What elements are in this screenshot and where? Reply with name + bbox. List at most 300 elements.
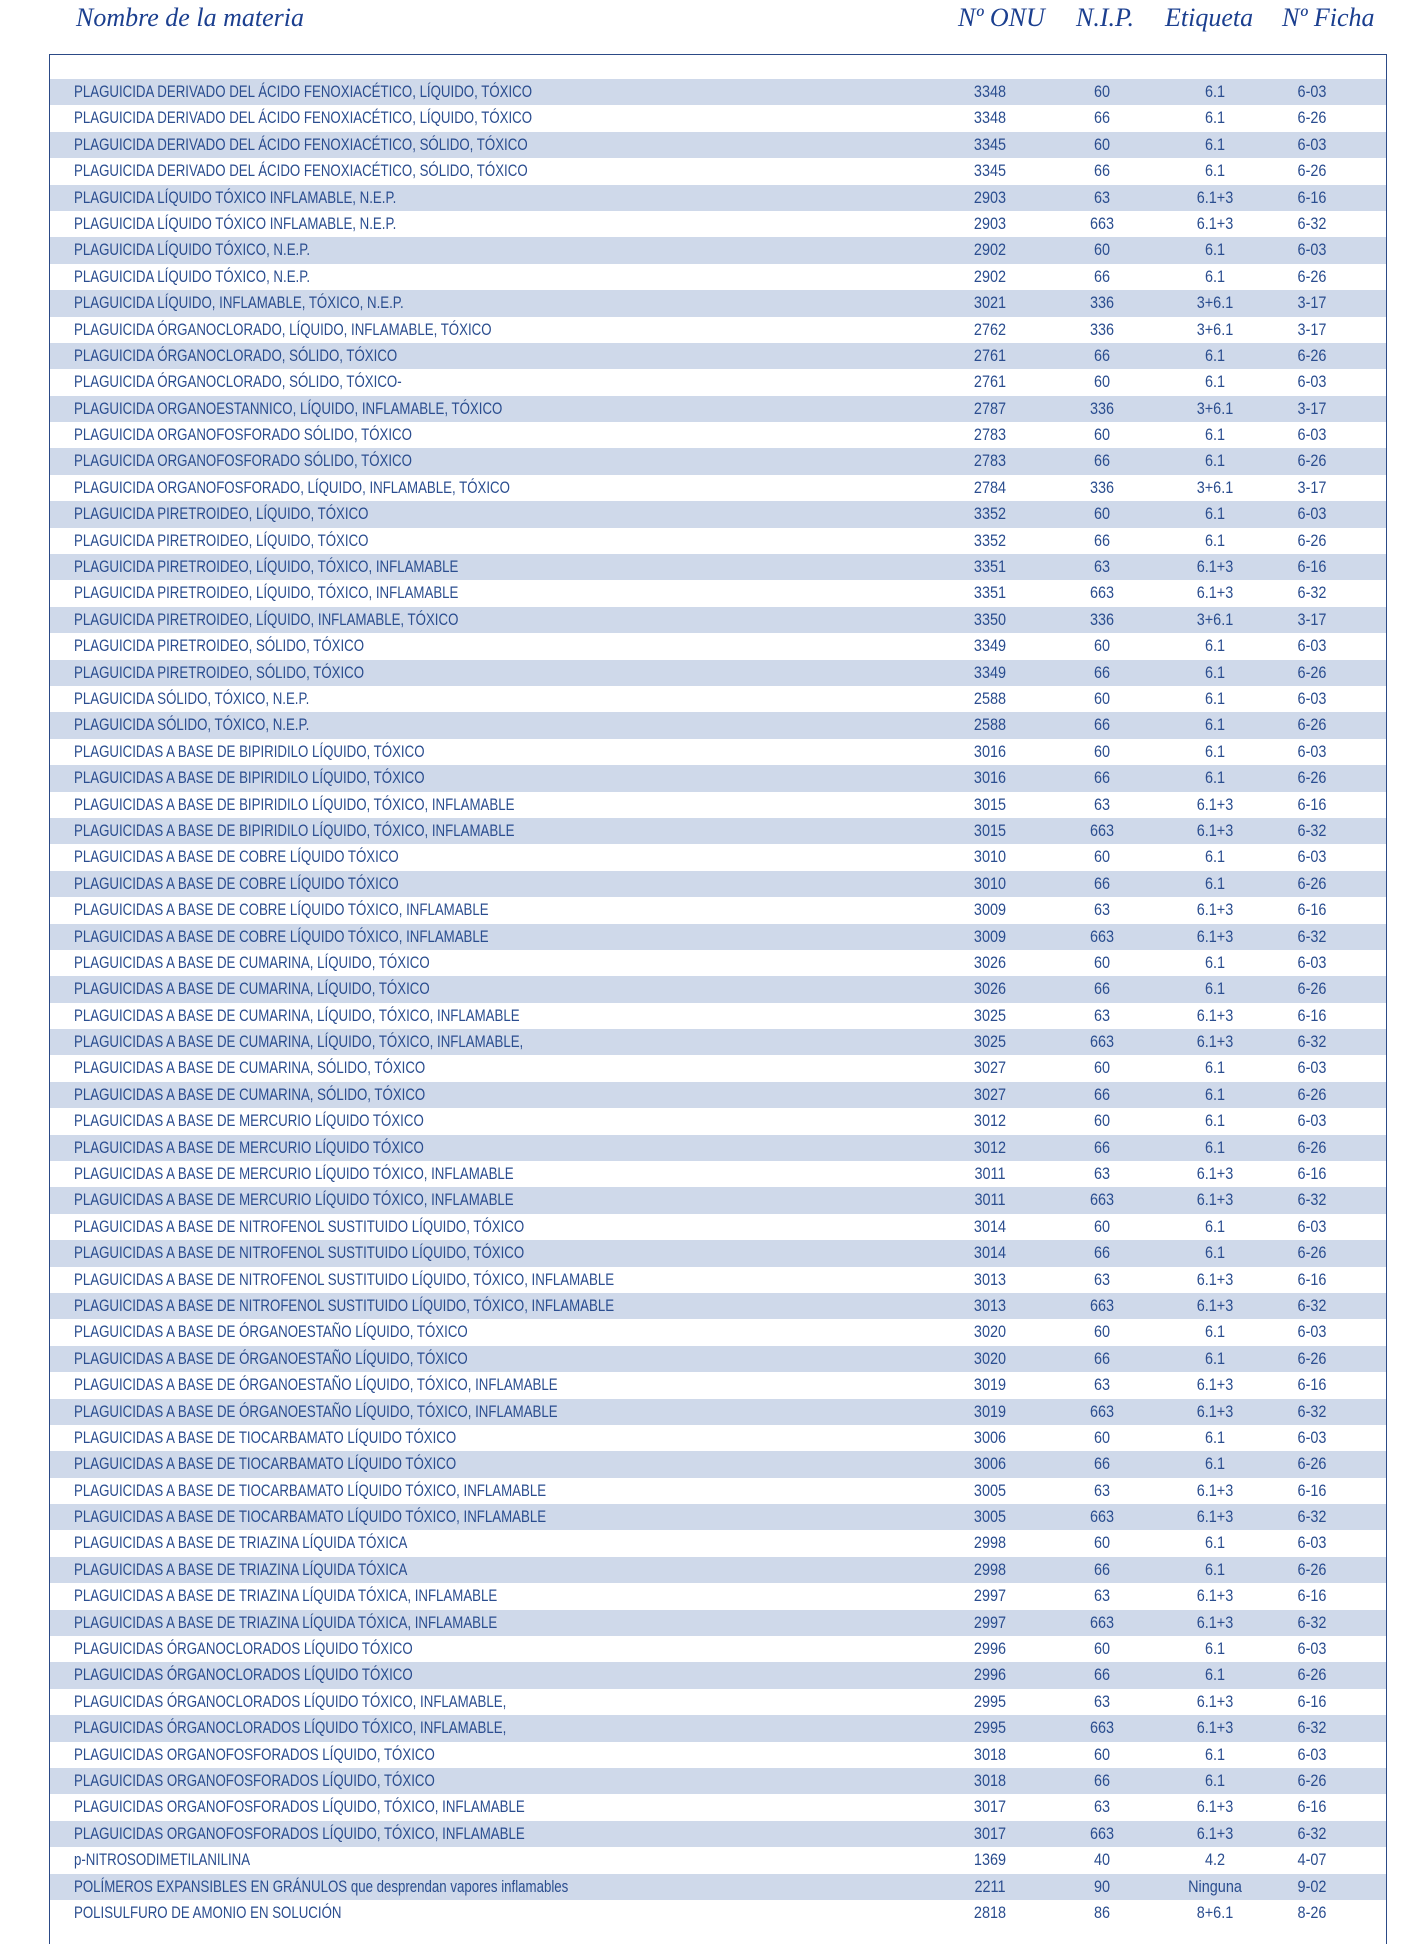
cell-ficha: 6-26 [1297, 768, 1327, 788]
cell-ficha: 6-26 [1297, 1665, 1327, 1685]
cell-etiqueta: 6.1 [1204, 108, 1226, 128]
cell-name: PLAGUICIDAS A BASE DE MERCURIO LÍQUIDO TÓXICO, INFLAMABLE [74, 1190, 514, 1210]
cell-etiqueta: 6.1+3 [1196, 1586, 1234, 1606]
cell-etiqueta: 3+6.1 [1196, 477, 1234, 497]
cell-onu: 3020 [973, 1348, 1007, 1368]
cell-name: PLAGUICIDAS A BASE DE BIPIRIDILO LÍQUIDO, TÓXICO [74, 768, 425, 788]
cell-ficha: 6-32 [1297, 1401, 1327, 1421]
cell-nip: 66 [1093, 1559, 1111, 1579]
cell-nip: 60 [1093, 82, 1111, 101]
cell-etiqueta: 6.1+3 [1196, 1691, 1234, 1711]
cell-name: PLAGUICIDAS A BASE DE TIOCARBAMATO LÍQUIDO TÓXICO, INFLAMABLE [74, 1480, 547, 1500]
cell-name: PLAGUICIDAS A BASE DE ÓRGANOESTAÑO LÍQUIDO, TÓXICO [74, 1348, 468, 1368]
cell-ficha: 6-16 [1297, 557, 1327, 577]
cell-etiqueta: 6.1 [1204, 266, 1226, 286]
table-row [50, 317, 1386, 343]
cell-ficha: 6-26 [1297, 1559, 1327, 1579]
cell-name: PLAGUICIDAS ÓRGANOCLORADOS LÍQUIDO TÓXICO, INFLAMABLE, [74, 1718, 507, 1738]
cell-name: PLAGUICIDA ORGANOFOSFORADO, LÍQUIDO, INFLAMABLE, TÓXICO [74, 477, 510, 497]
table-row [50, 1821, 1386, 1847]
cell-ficha: 6-32 [1297, 1032, 1327, 1052]
cell-onu: 2902 [973, 240, 1007, 260]
cell-nip: 663 [1089, 926, 1115, 946]
cell-nip: 663 [1089, 1295, 1115, 1315]
cell-nip: 63 [1093, 794, 1111, 814]
cell-etiqueta: 6.1+3 [1196, 1295, 1234, 1315]
cell-ficha: 6-03 [1297, 134, 1327, 154]
cell-nip: 66 [1093, 873, 1111, 893]
cell-ficha: 6-16 [1297, 1691, 1327, 1711]
table-row [50, 660, 1386, 686]
cell-onu: 3018 [973, 1771, 1007, 1790]
cell-ficha: 6-32 [1297, 583, 1327, 603]
cell-nip: 63 [1093, 557, 1111, 577]
cell-onu: 3010 [973, 847, 1007, 867]
cell-nip: 66 [1093, 1243, 1111, 1263]
cell-ficha: 3-17 [1297, 398, 1327, 418]
cell-onu: 2903 [973, 213, 1007, 233]
table-row [50, 633, 1386, 659]
cell-nip: 63 [1093, 1005, 1111, 1025]
table-row [50, 1055, 1386, 1081]
cell-onu: 3016 [973, 741, 1007, 761]
cell-name: PLAGUICIDA ÓRGANOCLORADO, SÓLIDO, TÓXICO [74, 345, 398, 365]
cell-nip: 663 [1089, 1612, 1115, 1632]
table-row [50, 554, 1386, 580]
cell-ficha: 6-16 [1297, 1586, 1327, 1606]
cell-etiqueta: 6.1 [1204, 1348, 1226, 1368]
cell-etiqueta: 6.1 [1204, 1322, 1226, 1342]
cell-etiqueta: 6.1+3 [1196, 1032, 1234, 1052]
cell-name: PLAGUICIDAS A BASE DE CUMARINA, LÍQUIDO, TÓXICO [74, 952, 430, 972]
cell-onu: 2588 [973, 688, 1007, 708]
cell-etiqueta: 6.1 [1204, 530, 1226, 550]
table-row [50, 1372, 1386, 1398]
cell-etiqueta: 6.1 [1204, 847, 1226, 867]
cell-name: PLAGUICIDA DERIVADO DEL ÁCIDO FENOXIACÉTICO, LÍQUIDO, TÓXICO [74, 108, 533, 128]
cell-nip: 66 [1093, 108, 1111, 128]
cell-ficha: 8-26 [1297, 1902, 1327, 1922]
cell-onu: 3013 [973, 1295, 1007, 1315]
cell-ficha: 6-32 [1297, 926, 1327, 946]
cell-ficha: 6-32 [1297, 1295, 1327, 1315]
cell-nip: 60 [1093, 688, 1111, 708]
cell-ficha: 6-32 [1297, 1507, 1327, 1527]
cell-name: PLAGUICIDA LÍQUIDO TÓXICO INFLAMABLE, N.E.P. [74, 213, 397, 233]
cell-etiqueta: 6.1 [1204, 1559, 1226, 1579]
cell-onu: 3014 [973, 1243, 1007, 1263]
cell-name: PLAGUICIDA LÍQUIDO TÓXICO, N.E.P. [74, 240, 311, 260]
cell-name: PLAGUICIDAS A BASE DE ÓRGANOESTAÑO LÍQUIDO, TÓXICO, INFLAMABLE [74, 1401, 558, 1421]
cell-onu: 2787 [973, 398, 1007, 418]
cell-name: PLAGUICIDAS ÓRGANOCLORADOS LÍQUIDO TÓXICO [74, 1639, 413, 1659]
cell-onu: 3005 [973, 1507, 1007, 1527]
table-row [50, 844, 1386, 870]
cell-etiqueta: 6.1+3 [1196, 794, 1234, 814]
cell-ficha: 6-03 [1297, 741, 1327, 761]
cell-ficha: 6-03 [1297, 425, 1327, 445]
cell-etiqueta: 3+6.1 [1196, 609, 1234, 629]
cell-nip: 336 [1089, 609, 1115, 629]
table-row [50, 607, 1386, 633]
column-header-onu: Nº ONU [958, 3, 1045, 32]
cell-nip: 60 [1093, 504, 1111, 524]
cell-ficha: 3-17 [1297, 477, 1327, 497]
cell-etiqueta: 6.1+3 [1196, 1823, 1234, 1843]
cell-name: PLAGUICIDA ORGANOESTANNICO, LÍQUIDO, INFLAMABLE, TÓXICO [74, 398, 503, 418]
cell-nip: 60 [1093, 1533, 1111, 1553]
cell-nip: 60 [1093, 1744, 1111, 1764]
cell-nip: 66 [1093, 345, 1111, 365]
cell-name: PLAGUICIDA SÓLIDO, TÓXICO, N.E.P. [74, 715, 310, 735]
table-row [50, 1187, 1386, 1213]
cell-etiqueta: 6.1+3 [1196, 1480, 1234, 1500]
cell-onu: 2995 [973, 1691, 1007, 1711]
cell-name: PLAGUICIDAS A BASE DE NITROFENOL SUSTITUIDO LÍQUIDO, TÓXICO [74, 1216, 525, 1236]
table-row [50, 818, 1386, 844]
cell-etiqueta: 6.1+3 [1196, 1375, 1234, 1395]
cell-onu: 2903 [973, 187, 1007, 207]
table-row [50, 1847, 1386, 1873]
cell-name: PLAGUICIDAS ÓRGANOCLORADOS LÍQUIDO TÓXICO [74, 1665, 413, 1685]
cell-onu: 3351 [973, 583, 1007, 603]
cell-onu: 3350 [973, 609, 1007, 629]
cell-nip: 66 [1093, 451, 1111, 471]
cell-name: PLAGUICIDAS ORGANOFOSFORADOS LÍQUIDO, TÓXICO, INFLAMABLE [74, 1797, 525, 1817]
cell-name: PLAGUICIDAS A BASE DE BIPIRIDILO LÍQUIDO, TÓXICO [74, 741, 425, 761]
cell-name: PLAGUICIDAS A BASE DE ÓRGANOESTAÑO LÍQUIDO, TÓXICO, INFLAMABLE [74, 1375, 558, 1395]
cell-ficha: 6-32 [1297, 1823, 1327, 1843]
table-row [50, 237, 1386, 263]
cell-onu: 3010 [973, 873, 1007, 893]
cell-name: PLAGUICIDAS A BASE DE MERCURIO LÍQUIDO TÓXICO [74, 1111, 424, 1131]
cell-nip: 663 [1089, 1032, 1115, 1052]
cell-onu: 3011 [974, 1190, 1006, 1210]
table-row [50, 369, 1386, 395]
cell-nip: 66 [1093, 530, 1111, 550]
table-row [50, 1636, 1386, 1662]
cell-onu: 2818 [973, 1902, 1007, 1922]
cell-ficha: 6-03 [1297, 1322, 1327, 1342]
cell-nip: 60 [1093, 425, 1111, 445]
cell-ficha: 6-26 [1297, 715, 1327, 735]
cell-nip: 60 [1093, 240, 1111, 260]
table-row [50, 1082, 1386, 1108]
table-row [50, 1135, 1386, 1161]
cell-onu: 2761 [973, 345, 1007, 365]
cell-nip: 66 [1093, 979, 1111, 999]
cell-etiqueta: 6.1 [1204, 873, 1226, 893]
table-row [50, 475, 1386, 501]
cell-ficha: 6-16 [1297, 187, 1327, 207]
cell-name: PLAGUICIDAS A BASE DE MERCURIO LÍQUIDO TÓXICO [74, 1137, 424, 1157]
cell-name: PLAGUICIDAS A BASE DE CUMARINA, LÍQUIDO, TÓXICO, INFLAMABLE [74, 1005, 520, 1025]
cell-nip: 60 [1093, 134, 1111, 154]
cell-nip: 336 [1089, 293, 1115, 313]
cell-onu: 3020 [973, 1322, 1007, 1342]
table-row [50, 1478, 1386, 1504]
cell-name: PLAGUICIDAS A BASE DE TRIAZINA LÍQUIDA TÓXICA, INFLAMABLE [74, 1612, 498, 1632]
table-row [50, 1768, 1386, 1794]
cell-name: PLAGUICIDA PIRETROIDEO, SÓLIDO, TÓXICO [74, 636, 365, 656]
cell-name: PLAGUICIDAS A BASE DE COBRE LÍQUIDO TÓXICO, INFLAMABLE [74, 926, 489, 946]
cell-onu: 3027 [973, 1058, 1007, 1078]
cell-etiqueta: 6.1+3 [1196, 1797, 1234, 1817]
cell-onu: 2784 [973, 477, 1007, 497]
cell-name: PLAGUICIDA ÓRGANOCLORADO, SÓLIDO, TÓXICO- [74, 372, 402, 392]
cell-name: PLAGUICIDAS ORGANOFOSFORADOS LÍQUIDO, TÓXICO [74, 1744, 435, 1764]
cell-nip: 66 [1093, 266, 1111, 286]
cell-ficha: 6-26 [1297, 873, 1327, 893]
cell-nip: 663 [1089, 1401, 1115, 1421]
table-header [0, 0, 1408, 40]
cell-etiqueta: 6.1 [1204, 240, 1226, 260]
cell-name: PLAGUICIDA ÓRGANOCLORADO, LÍQUIDO, INFLAMABLE, TÓXICO [74, 319, 492, 339]
table-row [50, 1161, 1386, 1187]
table-row [50, 1504, 1386, 1530]
cell-onu: 3009 [973, 900, 1007, 920]
table-row [50, 1240, 1386, 1266]
cell-name: PLAGUICIDAS A BASE DE TRIAZINA LÍQUIDA TÓXICA [74, 1559, 408, 1579]
cell-ficha: 6-16 [1297, 1797, 1327, 1817]
cell-etiqueta: 6.1 [1204, 1665, 1226, 1685]
cell-etiqueta: 6.1+3 [1196, 1718, 1234, 1738]
cell-ficha: 6-16 [1297, 1164, 1327, 1184]
cell-name: POLISULFURO DE AMONIO EN SOLUCIÓN [74, 1902, 342, 1922]
cell-onu: 3026 [973, 952, 1007, 972]
cell-name: PLAGUICIDAS A BASE DE TIOCARBAMATO LÍQUIDO TÓXICO [74, 1427, 457, 1447]
cell-ficha: 6-03 [1297, 847, 1327, 867]
table-row [50, 712, 1386, 738]
cell-name: PLAGUICIDA ORGANOFOSFORADO SÓLIDO, TÓXICO [74, 451, 412, 471]
cell-nip: 63 [1093, 900, 1111, 920]
cell-onu: 3348 [973, 108, 1007, 128]
cell-etiqueta: 6.1 [1204, 1771, 1226, 1790]
cell-onu: 3345 [973, 134, 1007, 154]
cell-ficha: 6-32 [1297, 1190, 1327, 1210]
cell-nip: 663 [1089, 1507, 1115, 1527]
cell-onu: 3025 [973, 1032, 1007, 1052]
cell-nip: 66 [1093, 768, 1111, 788]
cell-ficha: 6-26 [1297, 108, 1327, 128]
cell-etiqueta: 6.1+3 [1196, 1005, 1234, 1025]
cell-etiqueta: 6.1+3 [1196, 900, 1234, 920]
cell-onu: 3011 [974, 1164, 1006, 1184]
table-row [50, 871, 1386, 897]
cell-ficha: 6-03 [1297, 636, 1327, 656]
table-row [50, 396, 1386, 422]
cell-ficha: 6-26 [1297, 1454, 1327, 1474]
table-row [50, 1742, 1386, 1768]
cell-etiqueta: 8+6.1 [1196, 1902, 1234, 1922]
cell-nip: 63 [1093, 1480, 1111, 1500]
cell-nip: 66 [1093, 662, 1111, 682]
cell-etiqueta: 6.1 [1204, 372, 1226, 392]
cell-nip: 336 [1089, 398, 1115, 418]
cell-nip: 63 [1093, 187, 1111, 207]
cell-name: PLAGUICIDAS A BASE DE NITROFENOL SUSTITUIDO LÍQUIDO, TÓXICO, INFLAMABLE [74, 1269, 615, 1289]
cell-ficha: 3-17 [1297, 293, 1327, 313]
cell-onu: 2996 [973, 1639, 1007, 1659]
materials-table [49, 54, 1387, 1944]
table-row [50, 132, 1386, 158]
cell-name: PLAGUICIDAS A BASE DE CUMARINA, SÓLIDO, TÓXICO [74, 1058, 426, 1078]
cell-etiqueta: 6.1 [1204, 768, 1226, 788]
cell-onu: 3349 [973, 636, 1007, 656]
cell-nip: 90 [1093, 1876, 1111, 1896]
cell-onu: 3026 [973, 979, 1007, 999]
table-row [50, 1346, 1386, 1372]
cell-onu: 3018 [973, 1744, 1007, 1764]
cell-ficha: 6-16 [1297, 794, 1327, 814]
table-row [50, 897, 1386, 923]
cell-etiqueta: 6.1 [1204, 1533, 1226, 1553]
cell-ficha: 6-26 [1297, 345, 1327, 365]
cell-name: PLAGUICIDA PIRETROIDEO, LÍQUIDO, INFLAMABLE, TÓXICO [74, 609, 459, 629]
cell-onu: 3351 [973, 557, 1007, 577]
cell-etiqueta: 6.1 [1204, 1744, 1226, 1764]
cell-ficha: 6-16 [1297, 900, 1327, 920]
cell-ficha: 6-03 [1297, 1427, 1327, 1447]
table-row [50, 528, 1386, 554]
cell-name: p-NITROSODIMETILANILINA [74, 1850, 251, 1870]
table-row [50, 1214, 1386, 1240]
cell-onu: 3012 [973, 1111, 1007, 1131]
cell-ficha: 6-03 [1297, 1058, 1327, 1078]
cell-onu: 3012 [973, 1137, 1007, 1157]
cell-nip: 336 [1089, 319, 1115, 339]
cell-ficha: 6-26 [1297, 1084, 1327, 1104]
cell-ficha: 6-32 [1297, 1612, 1327, 1632]
cell-onu: 2995 [973, 1718, 1007, 1738]
cell-nip: 66 [1093, 1084, 1111, 1104]
cell-name: PLAGUICIDA LÍQUIDO TÓXICO INFLAMABLE, N.E.P. [74, 187, 397, 207]
table-row [50, 686, 1386, 712]
cell-ficha: 6-32 [1297, 820, 1327, 840]
table-row [50, 343, 1386, 369]
cell-onu: 2762 [973, 319, 1007, 339]
cell-onu: 3019 [973, 1375, 1007, 1395]
cell-etiqueta: Ninguna [1188, 1876, 1242, 1896]
table-row [50, 79, 1386, 105]
cell-etiqueta: 6.1 [1204, 1137, 1226, 1157]
cell-nip: 60 [1093, 741, 1111, 761]
cell-name: PLAGUICIDAS ORGANOFOSFORADOS LÍQUIDO, TÓXICO [74, 1771, 435, 1790]
cell-etiqueta: 6.1 [1204, 952, 1226, 972]
cell-name: PLAGUICIDAS A BASE DE BIPIRIDILO LÍQUIDO, TÓXICO, INFLAMABLE [74, 820, 515, 840]
cell-onu: 2588 [973, 715, 1007, 735]
cell-name: PLAGUICIDAS A BASE DE NITROFENOL SUSTITUIDO LÍQUIDO, TÓXICO, INFLAMABLE [74, 1295, 615, 1315]
table-row [50, 1689, 1386, 1715]
cell-ficha: 9-02 [1297, 1876, 1327, 1896]
cell-etiqueta: 6.1+3 [1196, 926, 1234, 946]
cell-name: PLAGUICIDAS A BASE DE TIOCARBAMATO LÍQUIDO TÓXICO, INFLAMABLE [74, 1507, 547, 1527]
cell-ficha: 6-03 [1297, 372, 1327, 392]
cell-etiqueta: 6.1+3 [1196, 557, 1234, 577]
table-row [50, 1900, 1386, 1926]
table-row [50, 792, 1386, 818]
cell-onu: 3015 [973, 794, 1007, 814]
cell-etiqueta: 6.1 [1204, 715, 1226, 735]
cell-etiqueta: 6.1 [1204, 1111, 1226, 1131]
cell-name: PLAGUICIDAS A BASE DE NITROFENOL SUSTITUIDO LÍQUIDO, TÓXICO [74, 1243, 525, 1263]
cell-nip: 86 [1093, 1902, 1111, 1922]
cell-onu: 3006 [973, 1454, 1007, 1474]
table-row [50, 1874, 1386, 1900]
cell-ficha: 4-07 [1297, 1850, 1327, 1870]
cell-nip: 663 [1089, 1190, 1115, 1210]
cell-onu: 3021 [973, 293, 1007, 313]
cell-nip: 60 [1093, 1111, 1111, 1131]
cell-etiqueta: 6.1+3 [1196, 187, 1234, 207]
cell-nip: 66 [1093, 1137, 1111, 1157]
cell-onu: 2998 [973, 1559, 1007, 1579]
cell-name: PLAGUICIDAS ÓRGANOCLORADOS LÍQUIDO TÓXICO, INFLAMABLE, [74, 1691, 507, 1711]
cell-etiqueta: 6.1 [1204, 636, 1226, 656]
table-row [50, 1715, 1386, 1741]
cell-nip: 63 [1093, 1691, 1111, 1711]
cell-onu: 3006 [973, 1427, 1007, 1447]
cell-ficha: 3-17 [1297, 319, 1327, 339]
cell-ficha: 6-26 [1297, 161, 1327, 181]
table-row [50, 1029, 1386, 1055]
cell-onu: 3019 [973, 1401, 1007, 1421]
cell-etiqueta: 6.1 [1204, 1454, 1226, 1474]
cell-nip: 63 [1093, 1586, 1111, 1606]
cell-nip: 663 [1089, 820, 1115, 840]
cell-nip: 66 [1093, 1454, 1111, 1474]
cell-name: PLAGUICIDA PIRETROIDEO, LÍQUIDO, TÓXICO, INFLAMABLE [74, 557, 459, 577]
cell-onu: 2998 [973, 1533, 1007, 1553]
cell-etiqueta: 6.1 [1204, 345, 1226, 365]
cell-nip: 66 [1093, 1348, 1111, 1368]
table-row [50, 1267, 1386, 1293]
cell-name: PLAGUICIDA DERIVADO DEL ÁCIDO FENOXIACÉTICO, SÓLIDO, TÓXICO [74, 161, 528, 181]
table-row [50, 422, 1386, 448]
cell-nip: 60 [1093, 1322, 1111, 1342]
cell-name: PLAGUICIDAS A BASE DE ÓRGANOESTAÑO LÍQUIDO, TÓXICO [74, 1322, 468, 1342]
cell-etiqueta: 6.1 [1204, 1243, 1226, 1263]
table-row [50, 290, 1386, 316]
cell-onu: 3017 [973, 1797, 1007, 1817]
cell-ficha: 6-26 [1297, 266, 1327, 286]
table-row [50, 448, 1386, 474]
cell-onu: 1369 [973, 1850, 1007, 1870]
cell-ficha: 6-26 [1297, 1348, 1327, 1368]
cell-onu: 3016 [973, 768, 1007, 788]
cell-etiqueta: 6.1+3 [1196, 583, 1234, 603]
cell-name: POLÍMEROS EXPANSIBLES EN GRÁNULOS que desprendan vapores inflamables [74, 1876, 569, 1896]
cell-nip: 663 [1089, 1823, 1115, 1843]
cell-nip: 63 [1093, 1375, 1111, 1395]
cell-onu: 2761 [973, 372, 1007, 392]
cell-etiqueta: 6.1 [1204, 1639, 1226, 1659]
cell-etiqueta: 6.1+3 [1196, 1164, 1234, 1184]
cell-etiqueta: 6.1 [1204, 161, 1226, 181]
cell-ficha: 6-16 [1297, 1005, 1327, 1025]
cell-nip: 40 [1093, 1850, 1111, 1870]
cell-etiqueta: 6.1 [1204, 82, 1226, 101]
cell-etiqueta: 3+6.1 [1196, 293, 1234, 313]
table-row [50, 1003, 1386, 1029]
cell-onu: 3348 [973, 82, 1007, 101]
table-row [50, 1557, 1386, 1583]
column-header-etiqueta: Etiqueta [1165, 3, 1254, 32]
cell-onu: 3352 [973, 530, 1007, 550]
cell-etiqueta: 6.1 [1204, 451, 1226, 471]
cell-ficha: 6-26 [1297, 1137, 1327, 1157]
table-row [50, 1319, 1386, 1345]
